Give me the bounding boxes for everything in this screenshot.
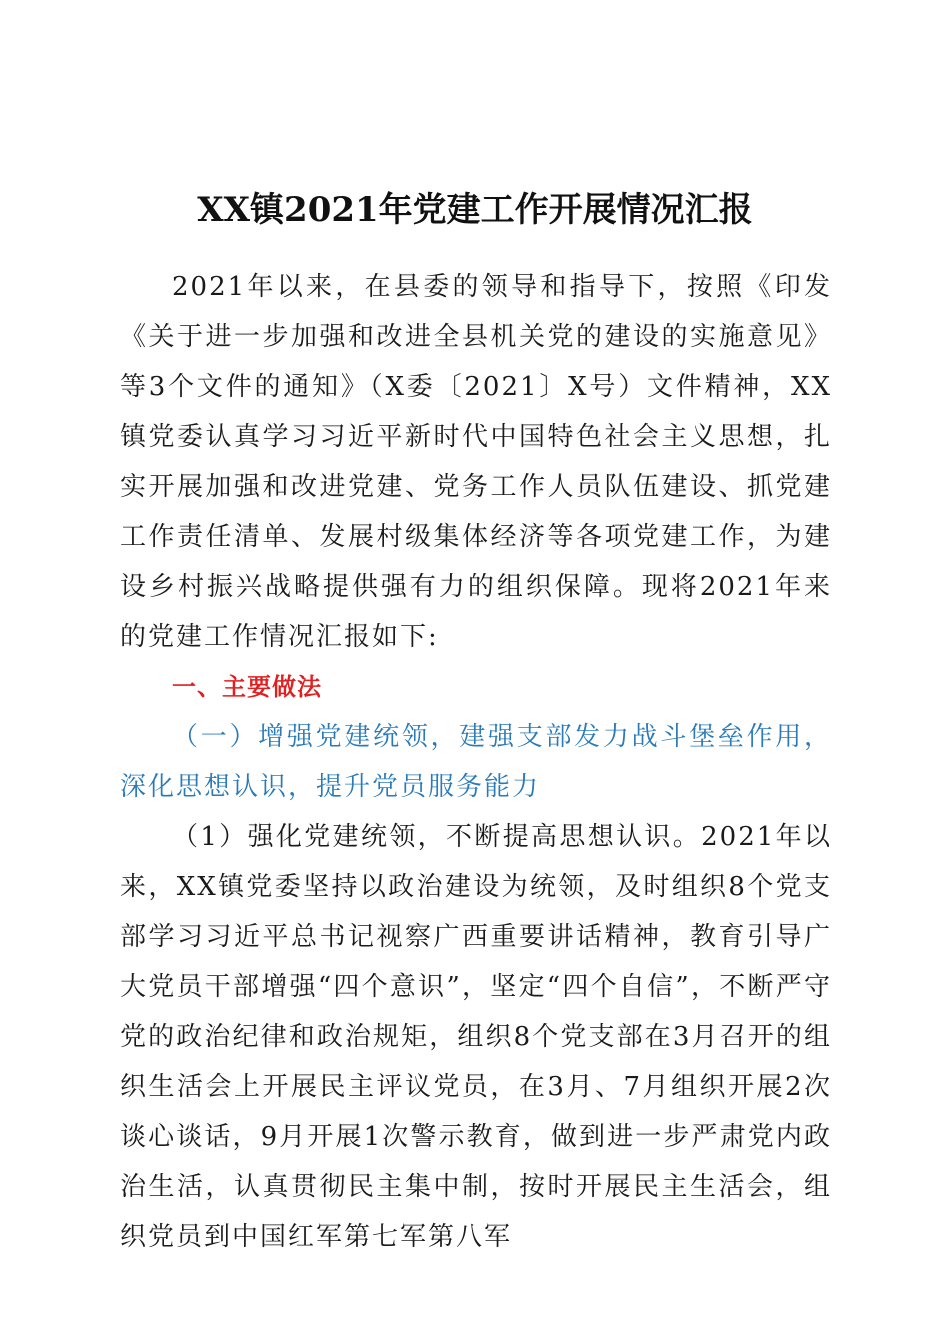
section-heading: 一、主要做法: [172, 673, 322, 701]
subsection-heading: （一）增强党建统领，建强支部发力战斗堡垒作用，深化思想认识，提升党员服务能力: [120, 722, 832, 802]
document-body: [120, 262, 832, 1262]
document-title: XX镇2021年党建工作开展情况汇报: [197, 190, 753, 230]
body-paragraph: （1）强化党建统领，不断提高思想认识。2021年以来，XX镇党委坚持以政治建设为统领，及时组织8个党支部学习习近平总书记视察广西重要讲话精神，教育引导广大党员干部增强“四个意识”，坚定“四个自信”，不断严守党的政治纪律和政治规矩，组织8个党支部在3月召开的组织生活会上开展民主评议党员，在3月、7月组织开展2次谈心谈话，9月开展1次警示教育，做到进一步严肃党内政治生活，认真贯彻民主集中制，按时开展民主生活会，组织党员到中国红军第七军第八军: [120, 822, 832, 1252]
intro-paragraph: 2021年以来，在县委的领导和指导下，按照《印发《关于进一步加强和改进全县机关党的建设的实施意见》等3个文件的通知》（X委〔2021〕X号）文件精神，XX镇党委认真学习习近平新时代中国特色社会主义思想，扎实开展加强和改进党建、党务工作人员队伍建设、抓党建工作责任清单、发展村级集体经济等各项党建工作，为建设乡村振兴战略提供强有力的组织保障。现将2021年来的党建工作情况汇报如下:: [120, 272, 832, 652]
